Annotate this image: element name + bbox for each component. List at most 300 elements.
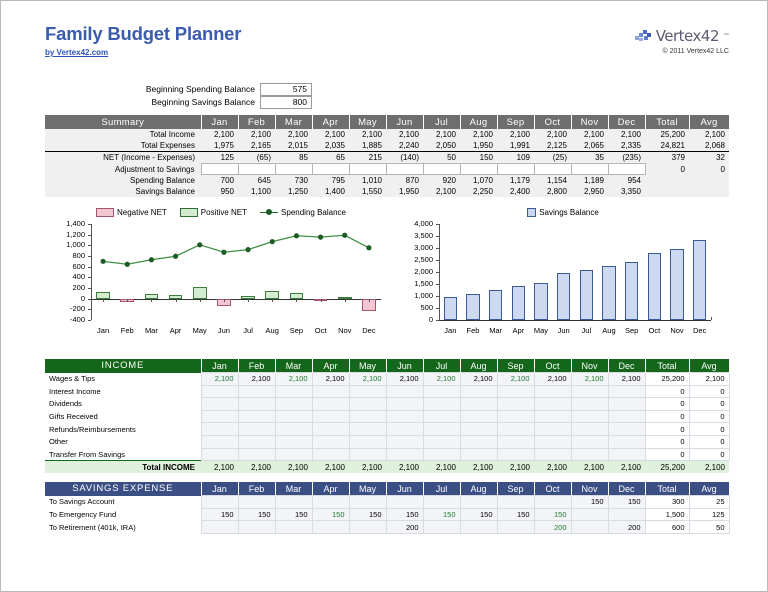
total-income-may: 2,100 bbox=[349, 461, 386, 474]
savings-cell-aug[interactable] bbox=[460, 496, 497, 509]
x-axis-tick-jan: Jan bbox=[444, 326, 457, 335]
x-axis-tick-jun: Jun bbox=[557, 326, 570, 335]
savings-cell-jan[interactable] bbox=[201, 521, 238, 534]
row-total: 0 bbox=[645, 448, 689, 461]
data-cell: (140) bbox=[386, 152, 423, 164]
copyright-text: © 2011 Vertex42 LLC bbox=[662, 48, 729, 55]
income-cell-nov[interactable] bbox=[571, 435, 608, 448]
column-header-may: May bbox=[349, 115, 386, 129]
legend-savings-balance bbox=[527, 208, 599, 217]
x-axis-tick-mar: Mar bbox=[144, 326, 158, 335]
savings-bar bbox=[580, 270, 593, 320]
income-cell-oct[interactable] bbox=[534, 435, 571, 448]
income-cell-jul[interactable] bbox=[423, 448, 460, 461]
income-cell-dec[interactable] bbox=[608, 423, 645, 436]
income-cell-nov[interactable] bbox=[571, 410, 608, 423]
income-table bbox=[45, 359, 730, 473]
x-axis-tick-jul: Jul bbox=[581, 326, 592, 335]
row-total: 0 bbox=[645, 398, 689, 411]
row-total: 0 bbox=[645, 410, 689, 423]
income-cell-apr[interactable] bbox=[312, 398, 349, 411]
data-cell: 700 bbox=[201, 175, 238, 187]
data-cell: 65 bbox=[312, 152, 349, 164]
savings-cell-mar[interactable]: 150 bbox=[275, 508, 312, 521]
total-income-dec: 2,100 bbox=[608, 461, 645, 474]
data-cell: 2,100 bbox=[201, 129, 238, 140]
income-cell-jul[interactable] bbox=[423, 398, 460, 411]
column-header-may: May bbox=[349, 359, 386, 373]
total-income-jul: 2,100 bbox=[423, 461, 460, 474]
income-cell-nov[interactable] bbox=[571, 385, 608, 398]
income-cell-may[interactable] bbox=[349, 448, 386, 461]
income-cell-apr[interactable] bbox=[312, 435, 349, 448]
income-cell-sep[interactable] bbox=[497, 385, 534, 398]
adjustment-cell-jun[interactable] bbox=[386, 164, 423, 175]
legend-label: Spending Balance bbox=[281, 207, 346, 217]
income-cell-mar[interactable]: 2,100 bbox=[275, 373, 312, 386]
data-cell: 2,800 bbox=[534, 186, 571, 197]
savings-cell-jun[interactable]: 150 bbox=[386, 508, 423, 521]
income-cell-jul[interactable] bbox=[423, 410, 460, 423]
y-axis-tick: 2,500 bbox=[414, 255, 433, 264]
savings-cell-nov[interactable] bbox=[571, 508, 608, 521]
x-axis-tick-dec: Dec bbox=[362, 326, 376, 335]
data-cell: 2,100 bbox=[238, 129, 275, 140]
savings-chart-plot bbox=[397, 218, 729, 353]
data-cell: 2,165 bbox=[238, 140, 275, 152]
row-avg: 0 bbox=[689, 435, 729, 448]
row-avg: 0 bbox=[689, 398, 729, 411]
data-cell: 2,100 bbox=[608, 129, 645, 140]
savings-bar bbox=[602, 266, 615, 320]
data-cell: 1,950 bbox=[386, 186, 423, 197]
income-cell-jan[interactable] bbox=[201, 423, 238, 436]
row-avg: 0 bbox=[689, 385, 729, 398]
x-axis-tick-jun: Jun bbox=[217, 326, 230, 335]
savings-bar bbox=[670, 249, 683, 320]
savings-cell-sep[interactable] bbox=[497, 521, 534, 534]
total-income-jan: 2,100 bbox=[201, 461, 238, 474]
income-title: INCOME bbox=[45, 359, 201, 373]
x-axis-tick-jan: Jan bbox=[97, 326, 110, 335]
income-cell-may[interactable] bbox=[349, 410, 386, 423]
income-cell-oct[interactable] bbox=[534, 385, 571, 398]
income-cell-aug[interactable]: 2,100 bbox=[460, 373, 497, 386]
income-cell-mar[interactable] bbox=[275, 448, 312, 461]
column-header-aug: Aug bbox=[460, 482, 497, 496]
data-cell: 2,125 bbox=[534, 140, 571, 152]
x-tick-mark bbox=[176, 299, 177, 302]
data-cell: 1,154 bbox=[534, 175, 571, 187]
income-cell-jan[interactable] bbox=[201, 435, 238, 448]
income-cell-sep[interactable] bbox=[497, 435, 534, 448]
income-cell-sep[interactable] bbox=[497, 410, 534, 423]
data-cell: 1,885 bbox=[349, 140, 386, 152]
x-tick-mark bbox=[127, 299, 128, 302]
income-cell-jul[interactable]: 2,100 bbox=[423, 373, 460, 386]
income-cell-jul[interactable] bbox=[423, 423, 460, 436]
income-cell-jan[interactable] bbox=[201, 410, 238, 423]
row-total: 0 bbox=[645, 164, 689, 175]
income-cell-jun[interactable] bbox=[386, 410, 423, 423]
table-row bbox=[45, 448, 729, 461]
total-income-aug: 2,100 bbox=[460, 461, 497, 474]
row-label: NET (Income - Expenses) bbox=[45, 152, 201, 164]
savings-cell-mar[interactable] bbox=[275, 521, 312, 534]
adjustment-cell-aug[interactable] bbox=[460, 164, 497, 175]
column-header-jun: Jun bbox=[386, 482, 423, 496]
column-header-total: Total bbox=[645, 359, 689, 373]
income-cell-sep[interactable] bbox=[497, 398, 534, 411]
positive-net-swatch-icon bbox=[180, 208, 198, 217]
adjustment-cell-apr[interactable] bbox=[312, 164, 349, 175]
income-cell-apr[interactable] bbox=[312, 448, 349, 461]
data-cell: (65) bbox=[238, 152, 275, 164]
data-cell: 1,950 bbox=[460, 140, 497, 152]
beginning-spending-input[interactable]: 575 bbox=[260, 83, 312, 96]
data-cell: 2,100 bbox=[423, 186, 460, 197]
x-axis-tick-oct: Oct bbox=[314, 326, 327, 335]
adjustment-cell-oct[interactable] bbox=[534, 164, 571, 175]
income-cell-oct[interactable]: 2,100 bbox=[534, 373, 571, 386]
income-cell-jun[interactable] bbox=[386, 435, 423, 448]
income-cell-aug[interactable] bbox=[460, 410, 497, 423]
income-cell-mar[interactable] bbox=[275, 410, 312, 423]
row-total: 1,500 bbox=[645, 508, 689, 521]
total-income-sep: 2,100 bbox=[497, 461, 534, 474]
x-axis-tick-nov: Nov bbox=[670, 326, 684, 335]
income-cell-feb[interactable] bbox=[238, 410, 275, 423]
adjustment-cell-jul[interactable] bbox=[423, 164, 460, 175]
income-cell-sep[interactable] bbox=[497, 448, 534, 461]
savings-cell-aug[interactable] bbox=[460, 521, 497, 534]
x-axis-tick-dec: Dec bbox=[692, 326, 707, 335]
column-header-oct: Oct bbox=[534, 482, 571, 496]
column-header-total: Total bbox=[645, 482, 689, 496]
income-cell-may[interactable] bbox=[349, 385, 386, 398]
x-tick-mark bbox=[200, 299, 201, 302]
income-cell-jan[interactable] bbox=[201, 448, 238, 461]
column-header-apr: Apr bbox=[312, 482, 349, 496]
y-axis-tick: 0 bbox=[428, 315, 433, 324]
table-row bbox=[45, 140, 729, 152]
savings-cell-mar[interactable] bbox=[275, 496, 312, 509]
savings-cell-jul[interactable] bbox=[423, 521, 460, 534]
savings-cell-jun[interactable] bbox=[386, 496, 423, 509]
income-cell-aug[interactable] bbox=[460, 398, 497, 411]
savings-cell-may[interactable] bbox=[349, 496, 386, 509]
income-cell-apr[interactable] bbox=[312, 385, 349, 398]
column-header-jun: Jun bbox=[386, 115, 423, 129]
income-cell-apr[interactable] bbox=[312, 410, 349, 423]
x-axis-tick-aug: Aug bbox=[265, 326, 279, 335]
savings-cell-nov[interactable]: 150 bbox=[571, 496, 608, 509]
data-cell: 2,015 bbox=[275, 140, 312, 152]
savings-cell-feb[interactable] bbox=[238, 496, 275, 509]
row-avg: 32 bbox=[689, 152, 729, 164]
income-cell-mar[interactable] bbox=[275, 398, 312, 411]
trademark-symbol: ™ bbox=[723, 33, 729, 39]
income-cell-sep[interactable] bbox=[497, 423, 534, 436]
column-header-feb: Feb bbox=[238, 359, 275, 373]
row-total: 0 bbox=[645, 385, 689, 398]
table-row bbox=[45, 410, 729, 423]
income-cell-jun[interactable] bbox=[386, 448, 423, 461]
row-label: Wages & Tips bbox=[45, 373, 201, 386]
income-cell-feb[interactable] bbox=[238, 448, 275, 461]
savings-cell-feb[interactable] bbox=[238, 521, 275, 534]
row-label: To Savings Account bbox=[45, 496, 201, 509]
data-cell: 2,100 bbox=[275, 129, 312, 140]
income-header-row bbox=[45, 359, 729, 373]
column-header-apr: Apr bbox=[312, 359, 349, 373]
savings-cell-oct[interactable] bbox=[534, 496, 571, 509]
income-cell-feb[interactable] bbox=[238, 435, 275, 448]
table-row bbox=[45, 164, 729, 175]
income-cell-dec[interactable] bbox=[608, 448, 645, 461]
y-axis-tick: 1,500 bbox=[414, 279, 433, 288]
row-total: 0 bbox=[645, 435, 689, 448]
savings-title: SAVINGS EXPENSE bbox=[45, 482, 201, 496]
row-total: 600 bbox=[645, 521, 689, 534]
beginning-spending-label: Beginning Spending Balance bbox=[145, 84, 255, 94]
y-axis-tick: 500 bbox=[420, 303, 433, 312]
savings-cell-aug[interactable]: 150 bbox=[460, 508, 497, 521]
row-label: Spending Balance bbox=[45, 175, 201, 187]
data-cell: 1,070 bbox=[460, 175, 497, 187]
data-cell: 2,100 bbox=[386, 129, 423, 140]
income-cell-may[interactable]: 2,100 bbox=[349, 373, 386, 386]
y-axis-tick: 600 bbox=[72, 261, 85, 271]
row-label: Dividends bbox=[45, 398, 201, 411]
x-tick-mark bbox=[151, 299, 152, 302]
total-income-avg: 2,100 bbox=[689, 461, 729, 474]
savings-bar bbox=[466, 294, 479, 320]
legend-label: Savings Balance bbox=[539, 207, 599, 217]
legend-negative-net bbox=[96, 208, 167, 217]
income-cell-jun[interactable]: 2,100 bbox=[386, 373, 423, 386]
x-tick-mark bbox=[296, 299, 297, 302]
savings-cell-sep[interactable] bbox=[497, 496, 534, 509]
income-cell-dec[interactable]: 2,100 bbox=[608, 373, 645, 386]
legend-label: Negative NET bbox=[117, 207, 167, 217]
income-cell-nov[interactable] bbox=[571, 448, 608, 461]
savings-cell-apr[interactable] bbox=[312, 496, 349, 509]
income-cell-may[interactable] bbox=[349, 435, 386, 448]
total-income-apr: 2,100 bbox=[312, 461, 349, 474]
data-cell: 2,065 bbox=[571, 140, 608, 152]
x-axis-tick-feb: Feb bbox=[120, 326, 134, 335]
data-cell: 2,050 bbox=[423, 140, 460, 152]
income-cell-may[interactable] bbox=[349, 423, 386, 436]
adjustment-cell-jan[interactable] bbox=[201, 164, 238, 175]
income-cell-feb[interactable] bbox=[238, 385, 275, 398]
adjustment-cell-dec[interactable] bbox=[608, 164, 645, 175]
income-cell-oct[interactable] bbox=[534, 423, 571, 436]
row-label: To Retirement (401k, IRA) bbox=[45, 521, 201, 534]
income-cell-sep[interactable]: 2,100 bbox=[497, 373, 534, 386]
income-cell-aug[interactable] bbox=[460, 435, 497, 448]
adjustment-cell-may[interactable] bbox=[349, 164, 386, 175]
income-cell-feb[interactable] bbox=[238, 423, 275, 436]
data-cell: 1,179 bbox=[497, 175, 534, 187]
savings-cell-feb[interactable]: 150 bbox=[238, 508, 275, 521]
income-cell-nov[interactable]: 2,100 bbox=[571, 373, 608, 386]
savings-cell-jun[interactable]: 200 bbox=[386, 521, 423, 534]
row-avg: 0 bbox=[689, 410, 729, 423]
table-row bbox=[45, 521, 729, 534]
vertex42-link[interactable]: by Vertex42.com bbox=[45, 48, 109, 57]
income-cell-aug[interactable] bbox=[460, 385, 497, 398]
income-total-row bbox=[45, 461, 729, 474]
vertex42-logo-icon bbox=[635, 29, 652, 44]
x-tick-mark bbox=[224, 299, 225, 302]
data-cell: 215 bbox=[349, 152, 386, 164]
income-cell-jul[interactable] bbox=[423, 435, 460, 448]
savings-cell-nov[interactable] bbox=[571, 521, 608, 534]
row-total: 25,200 bbox=[645, 373, 689, 386]
column-header-nov: Nov bbox=[571, 482, 608, 496]
data-cell: 2,100 bbox=[312, 129, 349, 140]
savings-cell-jul[interactable]: 150 bbox=[423, 508, 460, 521]
income-cell-aug[interactable] bbox=[460, 448, 497, 461]
income-cell-jul[interactable] bbox=[423, 385, 460, 398]
column-header-jul: Jul bbox=[423, 482, 460, 496]
summary-header-row bbox=[45, 115, 729, 129]
page-header bbox=[45, 23, 729, 81]
column-header-mar: Mar bbox=[275, 359, 312, 373]
savings-cell-may[interactable] bbox=[349, 521, 386, 534]
income-cell-may[interactable] bbox=[349, 398, 386, 411]
savings-balance-chart bbox=[397, 206, 729, 353]
y-axis-tick: 200 bbox=[72, 283, 85, 292]
table-row bbox=[45, 373, 729, 386]
x-axis-line bbox=[439, 320, 711, 321]
data-cell: 2,100 bbox=[571, 129, 608, 140]
column-header-feb: Feb bbox=[238, 482, 275, 496]
data-cell: 125 bbox=[201, 152, 238, 164]
income-cell-oct[interactable] bbox=[534, 410, 571, 423]
row-label: Refunds/Reimbursements bbox=[45, 423, 201, 436]
total-income-feb: 2,100 bbox=[238, 461, 275, 474]
column-header-jul: Jul bbox=[423, 359, 460, 373]
x-axis-end-tick bbox=[711, 317, 712, 320]
income-cell-jan[interactable] bbox=[201, 398, 238, 411]
savings-cell-may[interactable]: 150 bbox=[349, 508, 386, 521]
adjustment-cell-sep[interactable] bbox=[497, 164, 534, 175]
income-cell-apr[interactable] bbox=[312, 423, 349, 436]
data-cell: 85 bbox=[275, 152, 312, 164]
column-header-jun: Jun bbox=[386, 359, 423, 373]
income-cell-nov[interactable] bbox=[571, 423, 608, 436]
data-cell: 2,100 bbox=[423, 129, 460, 140]
net-chart-plot bbox=[45, 218, 397, 353]
x-axis-tick-sep: Sep bbox=[289, 326, 304, 335]
income-cell-jan[interactable]: 2,100 bbox=[201, 373, 238, 386]
adjustment-cell-mar[interactable] bbox=[275, 164, 312, 175]
income-cell-aug[interactable] bbox=[460, 423, 497, 436]
summary-title: Summary bbox=[45, 115, 201, 129]
row-label: Total Expenses bbox=[45, 140, 201, 152]
income-cell-mar[interactable] bbox=[275, 385, 312, 398]
data-cell: 795 bbox=[312, 175, 349, 187]
savings-cell-jan[interactable]: 150 bbox=[201, 508, 238, 521]
x-axis-tick-feb: Feb bbox=[466, 326, 480, 335]
income-cell-jun[interactable] bbox=[386, 385, 423, 398]
adjustment-cell-nov[interactable] bbox=[571, 164, 608, 175]
savings-cell-dec[interactable] bbox=[608, 508, 645, 521]
row-total: 24,821 bbox=[645, 140, 689, 152]
row-label: Other bbox=[45, 435, 201, 448]
income-cell-jun[interactable] bbox=[386, 398, 423, 411]
data-cell: 1,550 bbox=[349, 186, 386, 197]
column-header-jan: Jan bbox=[201, 359, 238, 373]
savings-bar bbox=[512, 286, 525, 320]
savings-cell-dec[interactable]: 150 bbox=[608, 496, 645, 509]
savings-cell-oct[interactable]: 150 bbox=[534, 508, 571, 521]
column-header-avg: Avg bbox=[689, 359, 729, 373]
savings-cell-jul[interactable] bbox=[423, 496, 460, 509]
legend-label: Positive NET bbox=[200, 207, 248, 217]
row-avg bbox=[689, 175, 729, 187]
savings-cell-jan[interactable] bbox=[201, 496, 238, 509]
income-cell-oct[interactable] bbox=[534, 398, 571, 411]
income-cell-dec[interactable] bbox=[608, 435, 645, 448]
income-cell-apr[interactable]: 2,100 bbox=[312, 373, 349, 386]
data-cell: 2,250 bbox=[460, 186, 497, 197]
income-cell-jan[interactable] bbox=[201, 385, 238, 398]
beginning-savings-input[interactable]: 800 bbox=[260, 96, 312, 109]
page-title: Family Budget Planner bbox=[45, 23, 242, 44]
summary-table bbox=[45, 115, 730, 197]
income-cell-nov[interactable] bbox=[571, 398, 608, 411]
table-row bbox=[45, 129, 729, 140]
x-axis-tick-may: May bbox=[533, 326, 549, 335]
income-cell-jun[interactable] bbox=[386, 423, 423, 436]
column-header-sep: Sep bbox=[497, 359, 534, 373]
income-cell-feb[interactable]: 2,100 bbox=[238, 373, 275, 386]
savings-cell-apr[interactable]: 150 bbox=[312, 508, 349, 521]
savings-cell-oct[interactable]: 200 bbox=[534, 521, 571, 534]
income-cell-dec[interactable] bbox=[608, 398, 645, 411]
data-cell: 645 bbox=[238, 175, 275, 187]
column-header-mar: Mar bbox=[275, 115, 312, 129]
row-avg: 0 bbox=[689, 448, 729, 461]
beginning-savings-row bbox=[45, 96, 729, 108]
adjustment-cell-feb[interactable] bbox=[238, 164, 275, 175]
data-cell: 109 bbox=[497, 152, 534, 164]
income-cell-oct[interactable] bbox=[534, 448, 571, 461]
x-tick-mark bbox=[321, 299, 322, 302]
x-tick-mark bbox=[248, 299, 249, 302]
income-cell-mar[interactable] bbox=[275, 423, 312, 436]
savings-cell-dec[interactable]: 200 bbox=[608, 521, 645, 534]
income-cell-dec[interactable] bbox=[608, 410, 645, 423]
row-label: Gifts Received bbox=[45, 410, 201, 423]
savings-cell-sep[interactable]: 150 bbox=[497, 508, 534, 521]
data-cell: 150 bbox=[460, 152, 497, 164]
column-header-dec: Dec bbox=[608, 359, 645, 373]
income-cell-dec[interactable] bbox=[608, 385, 645, 398]
savings-bar bbox=[557, 273, 570, 320]
data-cell: 2,100 bbox=[534, 129, 571, 140]
income-cell-mar[interactable] bbox=[275, 435, 312, 448]
savings-cell-apr[interactable] bbox=[312, 521, 349, 534]
income-cell-feb[interactable] bbox=[238, 398, 275, 411]
savings-bar bbox=[693, 240, 706, 320]
spending-balance-line-icon bbox=[260, 209, 278, 216]
table-row bbox=[45, 385, 729, 398]
